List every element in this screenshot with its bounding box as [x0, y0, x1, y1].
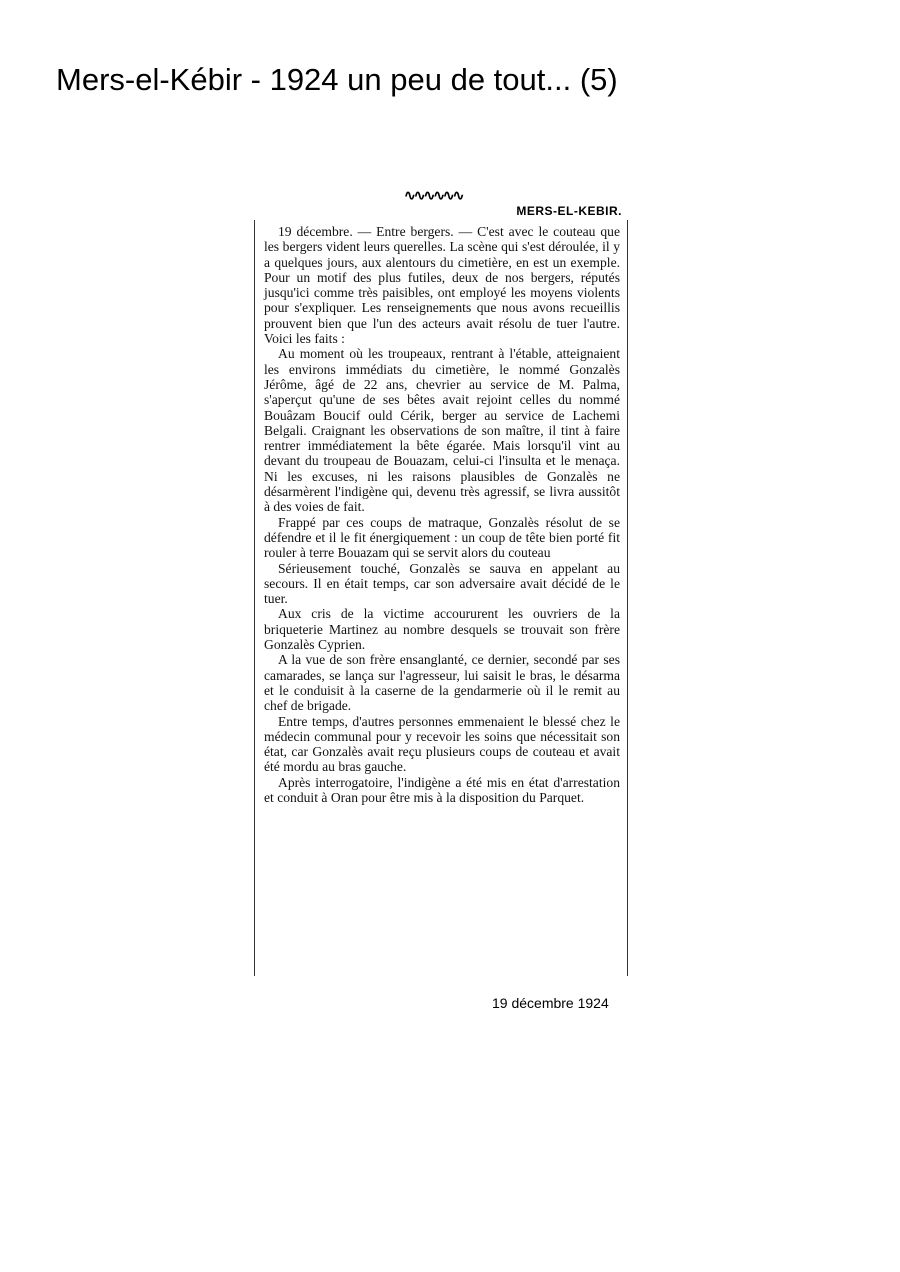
article-paragraph: 19 décembre. — Entre bergers. — C'est avec le couteau que les bergers vident leurs querelles. La scène qui s'est déroulée, il y a quelques jours, aux alentours du cimetière, en est un exemple. Pour un motif des plus futiles, deux de nos bergers, réputés jusqu'ici comme très paisibles, ont employé les moyens violents pour s'expliquer. Les renseignements que nous avons recueillis prouvent bien que l'un des acteurs avait résolu de tuer l'autre. Voici les faits : [264, 224, 620, 347]
article-body [264, 224, 620, 805]
column-rule-left [254, 220, 255, 976]
article-paragraph: A la vue de son frère ensanglanté, ce dernier, secondé par ses camarades, se lança sur l'agresseur, lui saisit le bras, le désarma et le conduisit à la caserne de la gendarmerie où il le remit au chef de brigade. [264, 652, 620, 714]
ornament-divider: ∿∿∿∿∿∿ [404, 188, 463, 204]
article-paragraph: Après interrogatoire, l'indigène a été mis en état d'arrestation et conduit à Oran pour être mis à la disposition du Parquet. [264, 774, 620, 805]
dateline-heading: MERS-EL-KEBIR. [516, 204, 622, 218]
column-rule-right [627, 220, 628, 976]
article-paragraph: Frappé par ces coups de matraque, Gonzalès résolut de se défendre et il le fit énergiquement : un coup de tête bien porté fit rouler à terre Bouazam qui se servit alors du couteau [264, 514, 620, 561]
article-paragraph: Entre temps, d'autres personnes emmenaient le blessé chez le médecin communal pour y recevoir les soins que nécessitait son état, car Gonzalès avait reçu plusieurs coups de couteau et avait été mordu au bras gauche. [264, 713, 620, 775]
page-title: Mers-el-Kébir - 1924 un peu de tout... (5) [56, 62, 618, 97]
article-paragraph: Aux cris de la victime accoururent les ouvriers de la briqueterie Martinez au nombre desquels se trouvait son frère Gonzalès Cyprien. [264, 606, 620, 653]
date-caption: 19 décembre 1924 [492, 995, 609, 1011]
article-paragraph: Au moment où les troupeaux, rentrant à l'étable, atteignaient les environs immédiats du cimetière, le nommé Gonzalès Jérôme, âgé de 22 ans, chevrier au service de M. Palma, s'aperçut qu'une de ses bêtes avait rejoint celles du nommé Bouâzam Boucif ould Cérik, berger au service de Lachemi Belgali. Craignant les observations de son maître, il tint à faire rentrer immédiatement la bête égarée. Mais lorsqu'il vint au devant du troupeau de Bouazam, celui-ci l'insulta et le menaça. Ni les excuses, ni les raisons plausibles de Gonzalès ne désarmèrent l'indigène qui, devenu très agressif, se livra aussitôt à des voies de fait. [264, 346, 620, 515]
newspaper-clipping [254, 188, 628, 976]
article-paragraph: Sérieusement touché, Gonzalès se sauva en appelant au secours. Il en était temps, car son adversaire avait décidé de le tuer. [264, 560, 620, 607]
